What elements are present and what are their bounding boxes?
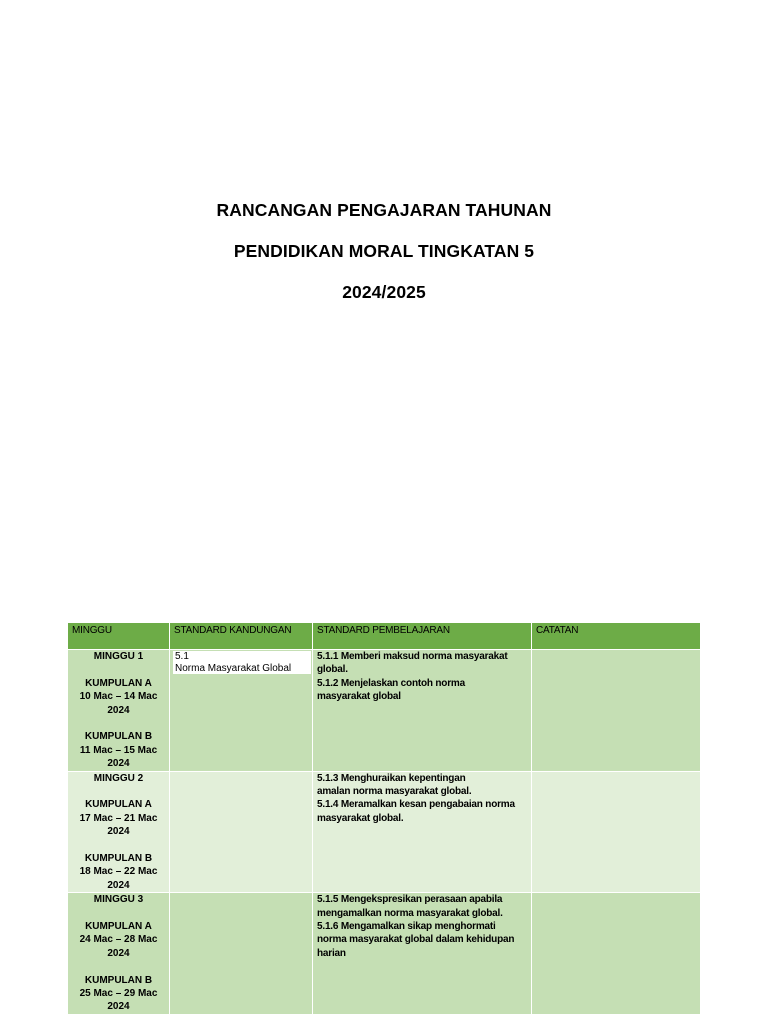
document-title: RANCANGAN PENGAJARAN TAHUNAN	[216, 200, 552, 220]
standard-pembelajaran-cell	[313, 650, 532, 772]
group-a-year: 2024	[107, 704, 130, 716]
header-standard-kandungan: STANDARD KANDUNGAN	[170, 623, 313, 650]
catatan-cell	[532, 893, 701, 1015]
catatan-cell	[532, 771, 701, 893]
week-label: MINGGU 2	[93, 772, 144, 784]
header-catatan: CATATAN	[532, 623, 701, 650]
standard-pembelajaran-line: 5.1.1 Memberi maksud norma masyarakat	[317, 651, 508, 662]
table-row	[68, 650, 701, 772]
standard-kandungan-box	[173, 651, 311, 674]
standard-pembelajaran-cell	[313, 771, 532, 893]
table-header-row	[68, 623, 701, 650]
standard-pembelajaran-line: 5.1.3 Menghuraikan kepentingan	[317, 772, 466, 784]
standard-kandungan-title: Norma Masyarakat Global	[175, 662, 292, 674]
standard-kandungan-cell	[170, 771, 313, 893]
week-cell	[68, 650, 170, 772]
group-a-year: 2024	[107, 826, 130, 838]
group-b-dates: 25 Mac – 29 Mac	[79, 988, 158, 1000]
group-b-dates: 11 Mac – 15 Mac	[79, 744, 158, 756]
group-a-label: KUMPULAN A	[85, 677, 152, 689]
group-a-label: KUMPULAN A	[85, 921, 152, 933]
standard-pembelajaran-line: harian	[317, 947, 346, 959]
standard-pembelajaran-line: 5.1.4 Meramalkan kesan pengabaian norma	[317, 799, 515, 811]
group-b-label: KUMPULAN B	[84, 731, 153, 743]
standard-kandungan-cell	[170, 893, 313, 1015]
standard-pembelajaran-line: 5.1.6 Mengamalkan sikap menghormati	[317, 921, 496, 933]
standard-pembelajaran-line: masyarakat global.	[317, 812, 404, 824]
document-subtitle: PENDIDIKAN MORAL TINGKATAN 5	[233, 241, 535, 261]
standard-pembelajaran-line: amalan norma masyarakat global.	[317, 786, 472, 798]
week-label: MINGGU 1	[93, 651, 144, 662]
group-b-year: 2024	[107, 758, 130, 770]
group-b-year: 2024	[107, 1001, 130, 1013]
standard-pembelajaran-line: mengamalkan norma masyarakat global.	[317, 907, 503, 919]
header-standard-pembelajaran: STANDARD PEMBELAJARAN	[313, 623, 532, 650]
group-b-dates: 18 Mac – 22 Mac	[79, 866, 158, 878]
week-cell	[68, 771, 170, 893]
standard-pembelajaran-line: norma masyarakat global dalam kehidupan	[317, 934, 515, 946]
header-minggu: MINGGU	[68, 623, 170, 650]
table-row	[68, 771, 701, 893]
document-year: 2024/2025	[342, 282, 426, 302]
week-cell	[68, 893, 170, 1015]
group-a-year: 2024	[107, 947, 130, 959]
standard-kandungan-code: 5.1	[175, 651, 189, 662]
week-label: MINGGU 3	[93, 894, 144, 906]
catatan-cell	[532, 650, 701, 772]
group-a-dates: 17 Mac – 21 Mac	[79, 812, 158, 824]
standard-pembelajaran-line: 5.1.5 Mengekspresikan perasaan apabila	[317, 894, 503, 906]
standard-pembelajaran-cell	[313, 893, 532, 1015]
group-a-label: KUMPULAN A	[85, 799, 152, 811]
group-b-label: KUMPULAN B	[84, 853, 153, 865]
group-a-dates: 10 Mac – 14 Mac	[79, 691, 158, 703]
yearly-plan-table	[67, 622, 701, 1015]
group-b-label: KUMPULAN B	[84, 974, 153, 986]
standard-pembelajaran-line: global.	[317, 664, 348, 676]
table-row	[68, 893, 701, 1015]
standard-kandungan-cell	[170, 650, 313, 772]
document-title-block	[0, 200, 768, 323]
standard-pembelajaran-line: masyarakat global	[317, 691, 401, 703]
group-b-year: 2024	[107, 879, 130, 891]
group-a-dates: 24 Mac – 28 Mac	[79, 934, 158, 946]
standard-pembelajaran-line: 5.1.2 Menjelaskan contoh norma	[317, 677, 465, 689]
